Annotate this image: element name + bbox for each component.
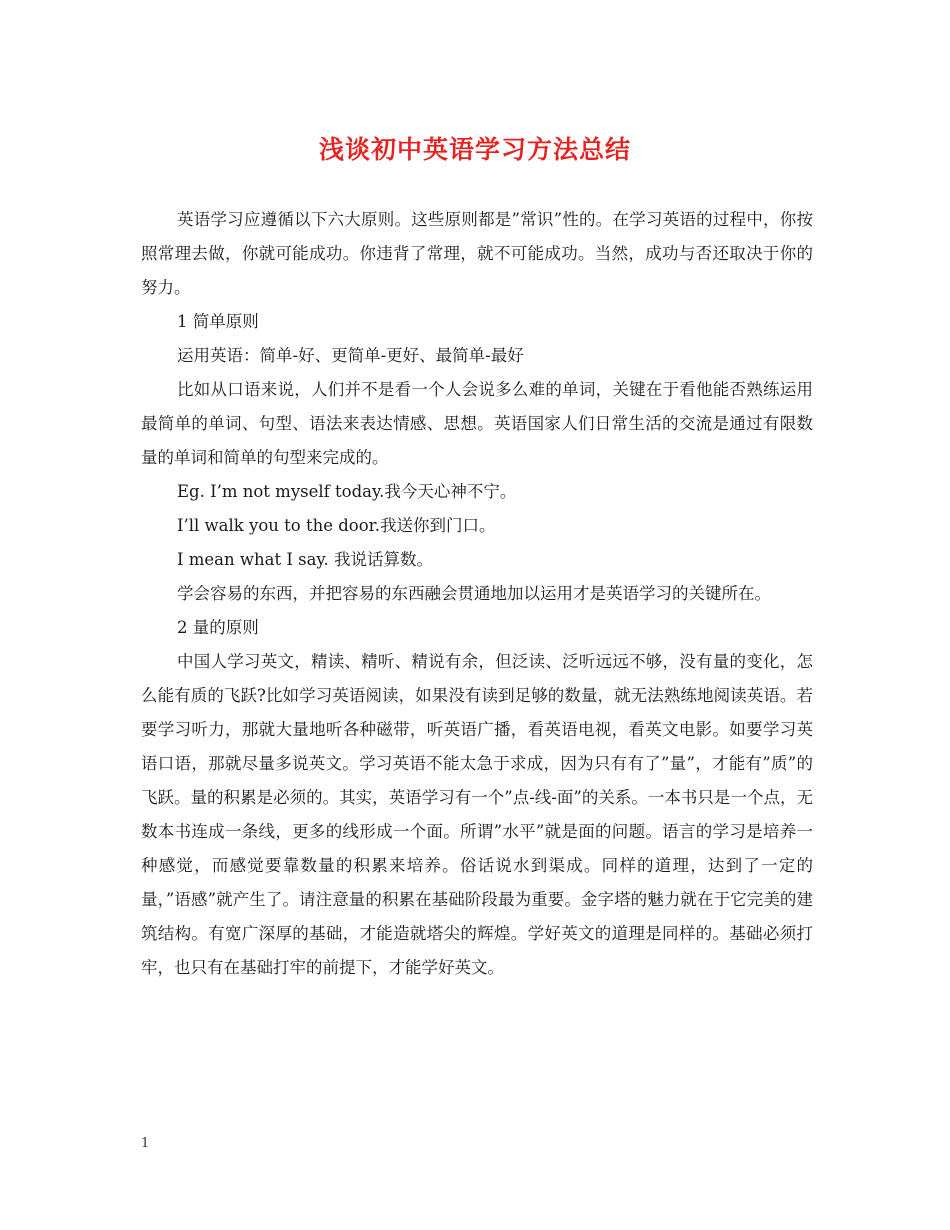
section-heading-simple-principle: 1 简单原则 [177,312,259,331]
example-sentence-2: I’ll walk you to the door.我送你到门口。 [177,516,496,535]
example-sentence-3: I mean what I say. 我说话算数。 [177,550,434,569]
example-sentence-1: Eg. I’m not myself today.我今天心神不宁。 [177,482,517,501]
document-title: 浅谈初中英语学习方法总结 [318,135,631,164]
paragraph-intro: 英语学习应遵循以下六大原则。这些原则都是”常识”性的。在学习英语的过程中，你按照常理去做，你就可能成功。你违背了常理，就不可能成功。当然，成功与否还取决于你的努力。 [141,210,813,297]
document-body [141,203,813,985]
paragraph-simple-conclusion: 学会容易的东西，并把容易的东西融会贯通地加以运用才是英语学习的关键所在。 [177,584,771,603]
paragraph-simple-rule: 运用英语：简单-好、更简单-更好、最简单-最好 [177,346,524,365]
page-number: 1 [141,1136,150,1151]
paragraph-simple-explanation: 比如从口语来说，人们并不是看一个人会说多么难的单词，关键在于看他能否熟练运用最简单的单词、句型、语法来表达情感、思想。英语国家人们日常生活的交流是通过有限数量的单词和简单的句型来完成的。 [141,380,813,467]
paragraph-quantity-explanation: 中国人学习英文，精读、精听、精说有余，但泛读、泛听远远不够，没有量的变化，怎么能有质的飞跃?比如学习英语阅读，如果没有读到足够的数量，就无法熟练地阅读英语。若要学习听力，那就大量地听各种磁带，听英语广播，看英语电视，看英文电影。如要学习英语口语，那就尽量多说英文。学习英语不能太急于求成，因为只有有了”量”，才能有”质”的飞跃。量的积累是必须的。其实，英语学习有一个”点-线-面”的关系。一本书只是一个点，无数本书连成一条线，更多的线形成一个面。所谓”水平”就是面的问题。语言的学习是培养一种感觉，而感觉要靠数量的积累来培养。俗话说水到渠成。同样的道理，达到了一定的量，”语感”就产生了。请注意量的积累在基础阶段最为重要。金字塔的魅力就在于它完美的建筑结构。有宽广深厚的基础，才能造就塔尖的辉煌。学好英文的道理是同样的。基础必须打牢，也只有在基础打牢的前提下，才能学好英文。 [141,652,813,977]
section-heading-quantity-principle: 2 量的原则 [177,618,259,637]
